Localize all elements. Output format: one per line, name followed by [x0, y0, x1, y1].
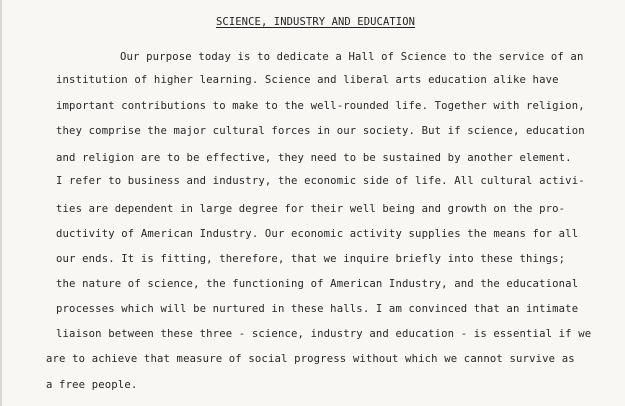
paragraph-line-5: and religion are to be effective, they need to be sustained by another element.	[56, 152, 572, 164]
document-title: SCIENCE, INDUSTRY AND EDUCATION	[216, 16, 416, 28]
paragraph-line-13: are to achieve that measure of social progress without which we cannot survive as	[46, 353, 575, 365]
paragraph-line-11: processes which will be nurtured in these halls. I am convinced that an intimate	[56, 303, 579, 315]
paragraph-line-3: important contributions to make to the well-rounded life. Together with religion,	[56, 100, 585, 112]
paragraph-line-2: institution of higher learning. Science and liberal arts education alike have	[56, 74, 559, 86]
paragraph-line-6: I refer to business and industry, the economic side of life. All cultural activi-	[56, 175, 585, 187]
paragraph-line-7: ties are dependent in large degree for their well being and growth on the pro-	[56, 203, 566, 215]
paragraph-line-12: liaison between these three - science, industry and education - is essential if we	[56, 328, 592, 340]
paragraph-line-14: a free people.	[46, 379, 138, 391]
paragraph-line-10: the nature of science, the functioning of American Industry, and the educational	[56, 278, 579, 290]
paragraph-line-8: ductivity of American Industry. Our economic activity supplies the means for all	[56, 228, 579, 240]
paragraph-line-1: Our purpose today is to dedicate a Hall of Science to the service of an	[120, 51, 584, 63]
paragraph-line-4: they comprise the major cultural forces in our society. But if science, education	[56, 125, 585, 137]
paragraph-line-9: our ends. It is fitting, therefore, that we inquire briefly into these things;	[56, 253, 566, 265]
